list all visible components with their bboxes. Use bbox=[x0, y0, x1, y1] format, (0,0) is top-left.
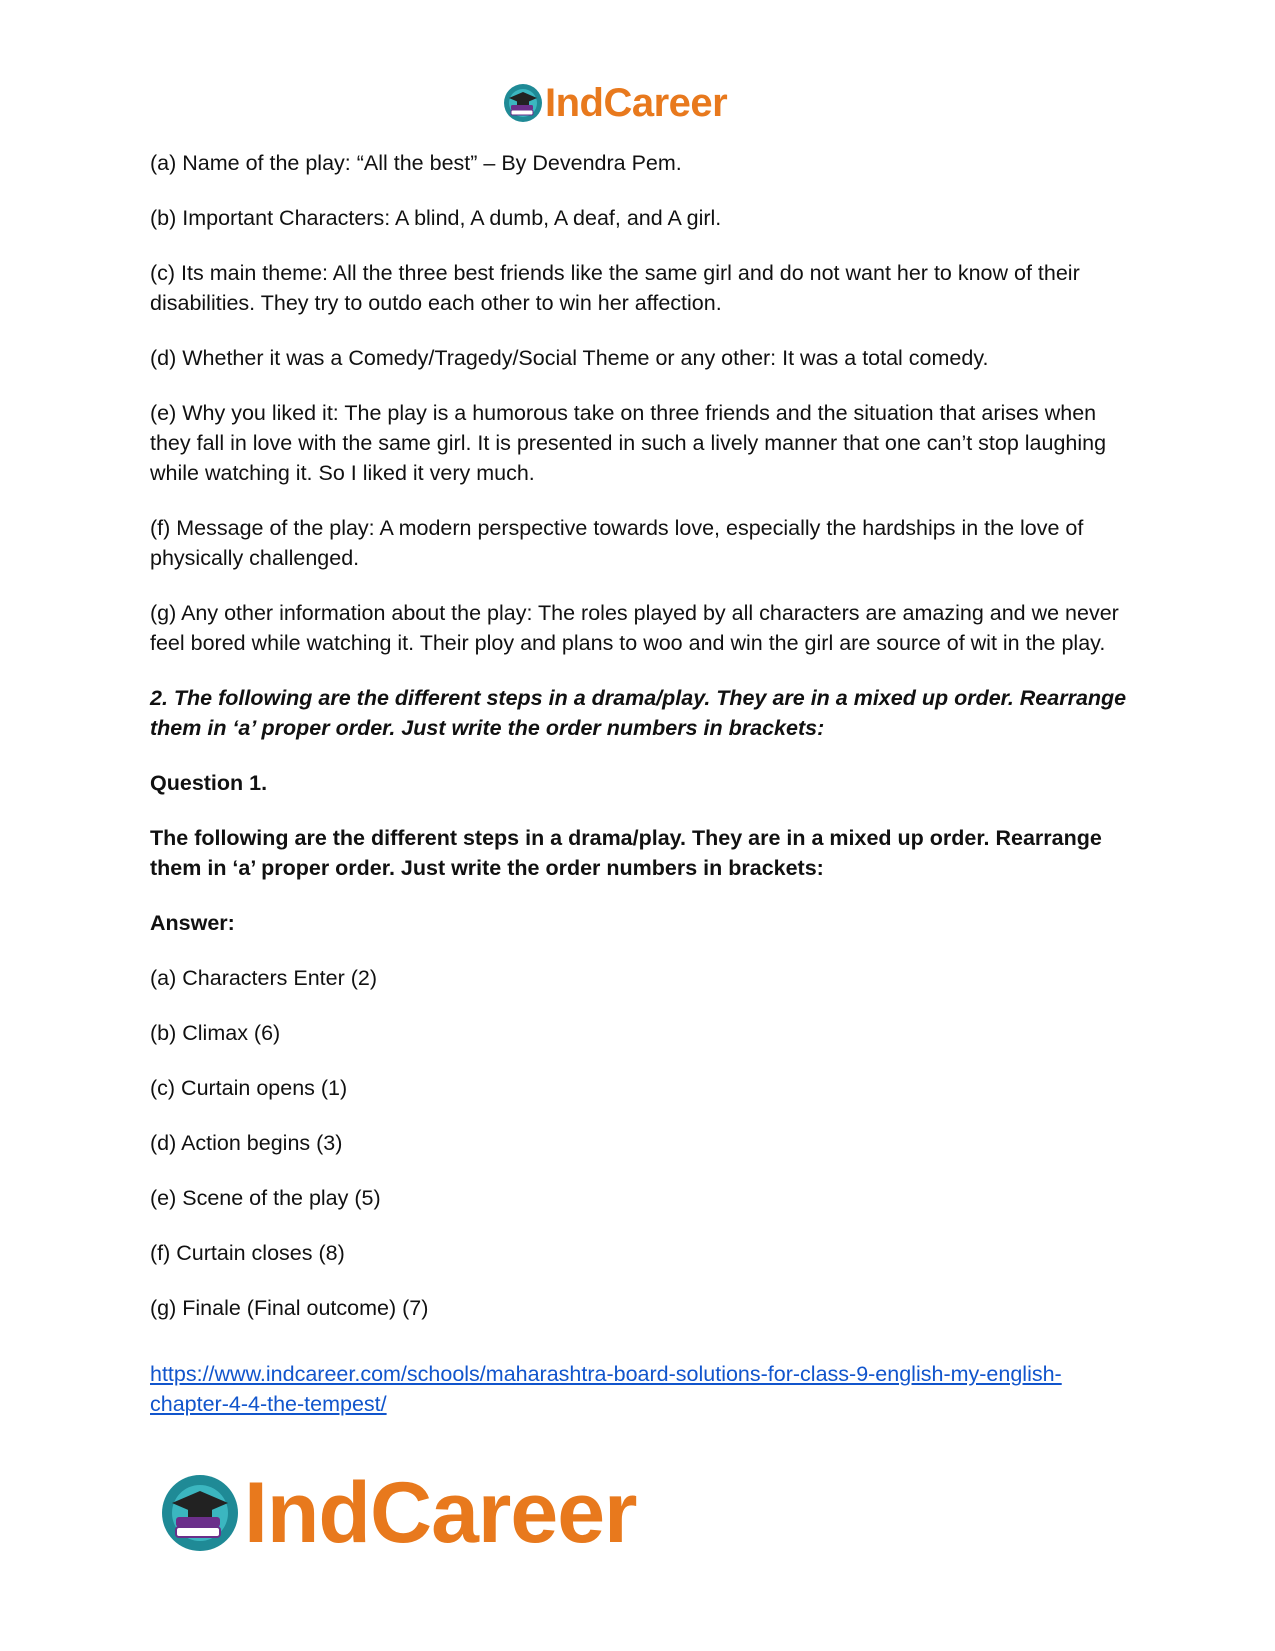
answer-item-c: (c) Curtain opens (1) bbox=[150, 1076, 348, 1100]
play-info-c: (c) Its main theme: All the three best friends like the same girl and do not want her to know of their disabilities. They try to outdo each other to win her affection. bbox=[150, 261, 1080, 315]
source-link-wrap bbox=[150, 1359, 1130, 1419]
answer-item-b: (b) Climax (6) bbox=[150, 1021, 281, 1045]
answer-label: Answer: bbox=[150, 911, 235, 935]
graduation-book-icon bbox=[503, 83, 543, 123]
source-link[interactable]: https://www.indcareer.com/schools/maharashtra-board-solutions-for-class-9-english-my-english-chapter-4-4-the-tempest/ bbox=[150, 1362, 1062, 1416]
brand-name: IndCareer bbox=[545, 81, 728, 125]
footer-logo bbox=[160, 1465, 637, 1561]
play-info-d: (d) Whether it was a Comedy/Tragedy/Social Theme or any other: It was a total comedy. bbox=[150, 346, 989, 370]
play-info-e: (e) Why you liked it: The play is a humorous take on three friends and the situation that arises when they fall in love with the same girl. It is presented in such a lively manner that one can’t stop laughing while watching it. So I liked it very much. bbox=[150, 401, 1107, 485]
answer-item-a: (a) Characters Enter (2) bbox=[150, 966, 378, 990]
section-heading: 2. The following are the different steps in a drama/play. They are in a mixed up order. Rearrange them in ‘a’ proper order. Just write the order numbers in brackets: bbox=[150, 686, 1127, 740]
answer-item-d: (d) Action begins (3) bbox=[150, 1131, 343, 1155]
answer-item-e: (e) Scene of the play (5) bbox=[150, 1186, 381, 1210]
header-logo bbox=[503, 80, 727, 126]
play-info-g: (g) Any other information about the play: The roles played by all characters are amazing and we never feel bored while watching it. Their ploy and plans to woo and win the girl are source of wit in the play. bbox=[150, 601, 1119, 655]
question-text: The following are the different steps in a drama/play. They are in a mixed up order. Rearrange them in ‘a’ proper order. Just write the order numbers in brackets: bbox=[150, 826, 1102, 880]
play-info-a: (a) Name of the play: “All the best” – By Devendra Pem. bbox=[150, 151, 682, 175]
answer-item-f: (f) Curtain closes (8) bbox=[150, 1241, 345, 1265]
question-label: Question 1. bbox=[150, 771, 268, 795]
answer-item-g: (g) Finale (Final outcome) (7) bbox=[150, 1296, 429, 1320]
play-info-f: (f) Message of the play: A modern perspective towards love, especially the hardships in the love of physically challenged. bbox=[150, 516, 1084, 570]
graduation-book-icon bbox=[160, 1473, 240, 1553]
document-body bbox=[150, 148, 1130, 1444]
play-info-b: (b) Important Characters: A blind, A dumb, A deaf, and A girl. bbox=[150, 206, 722, 230]
brand-name: IndCareer bbox=[244, 1465, 637, 1561]
